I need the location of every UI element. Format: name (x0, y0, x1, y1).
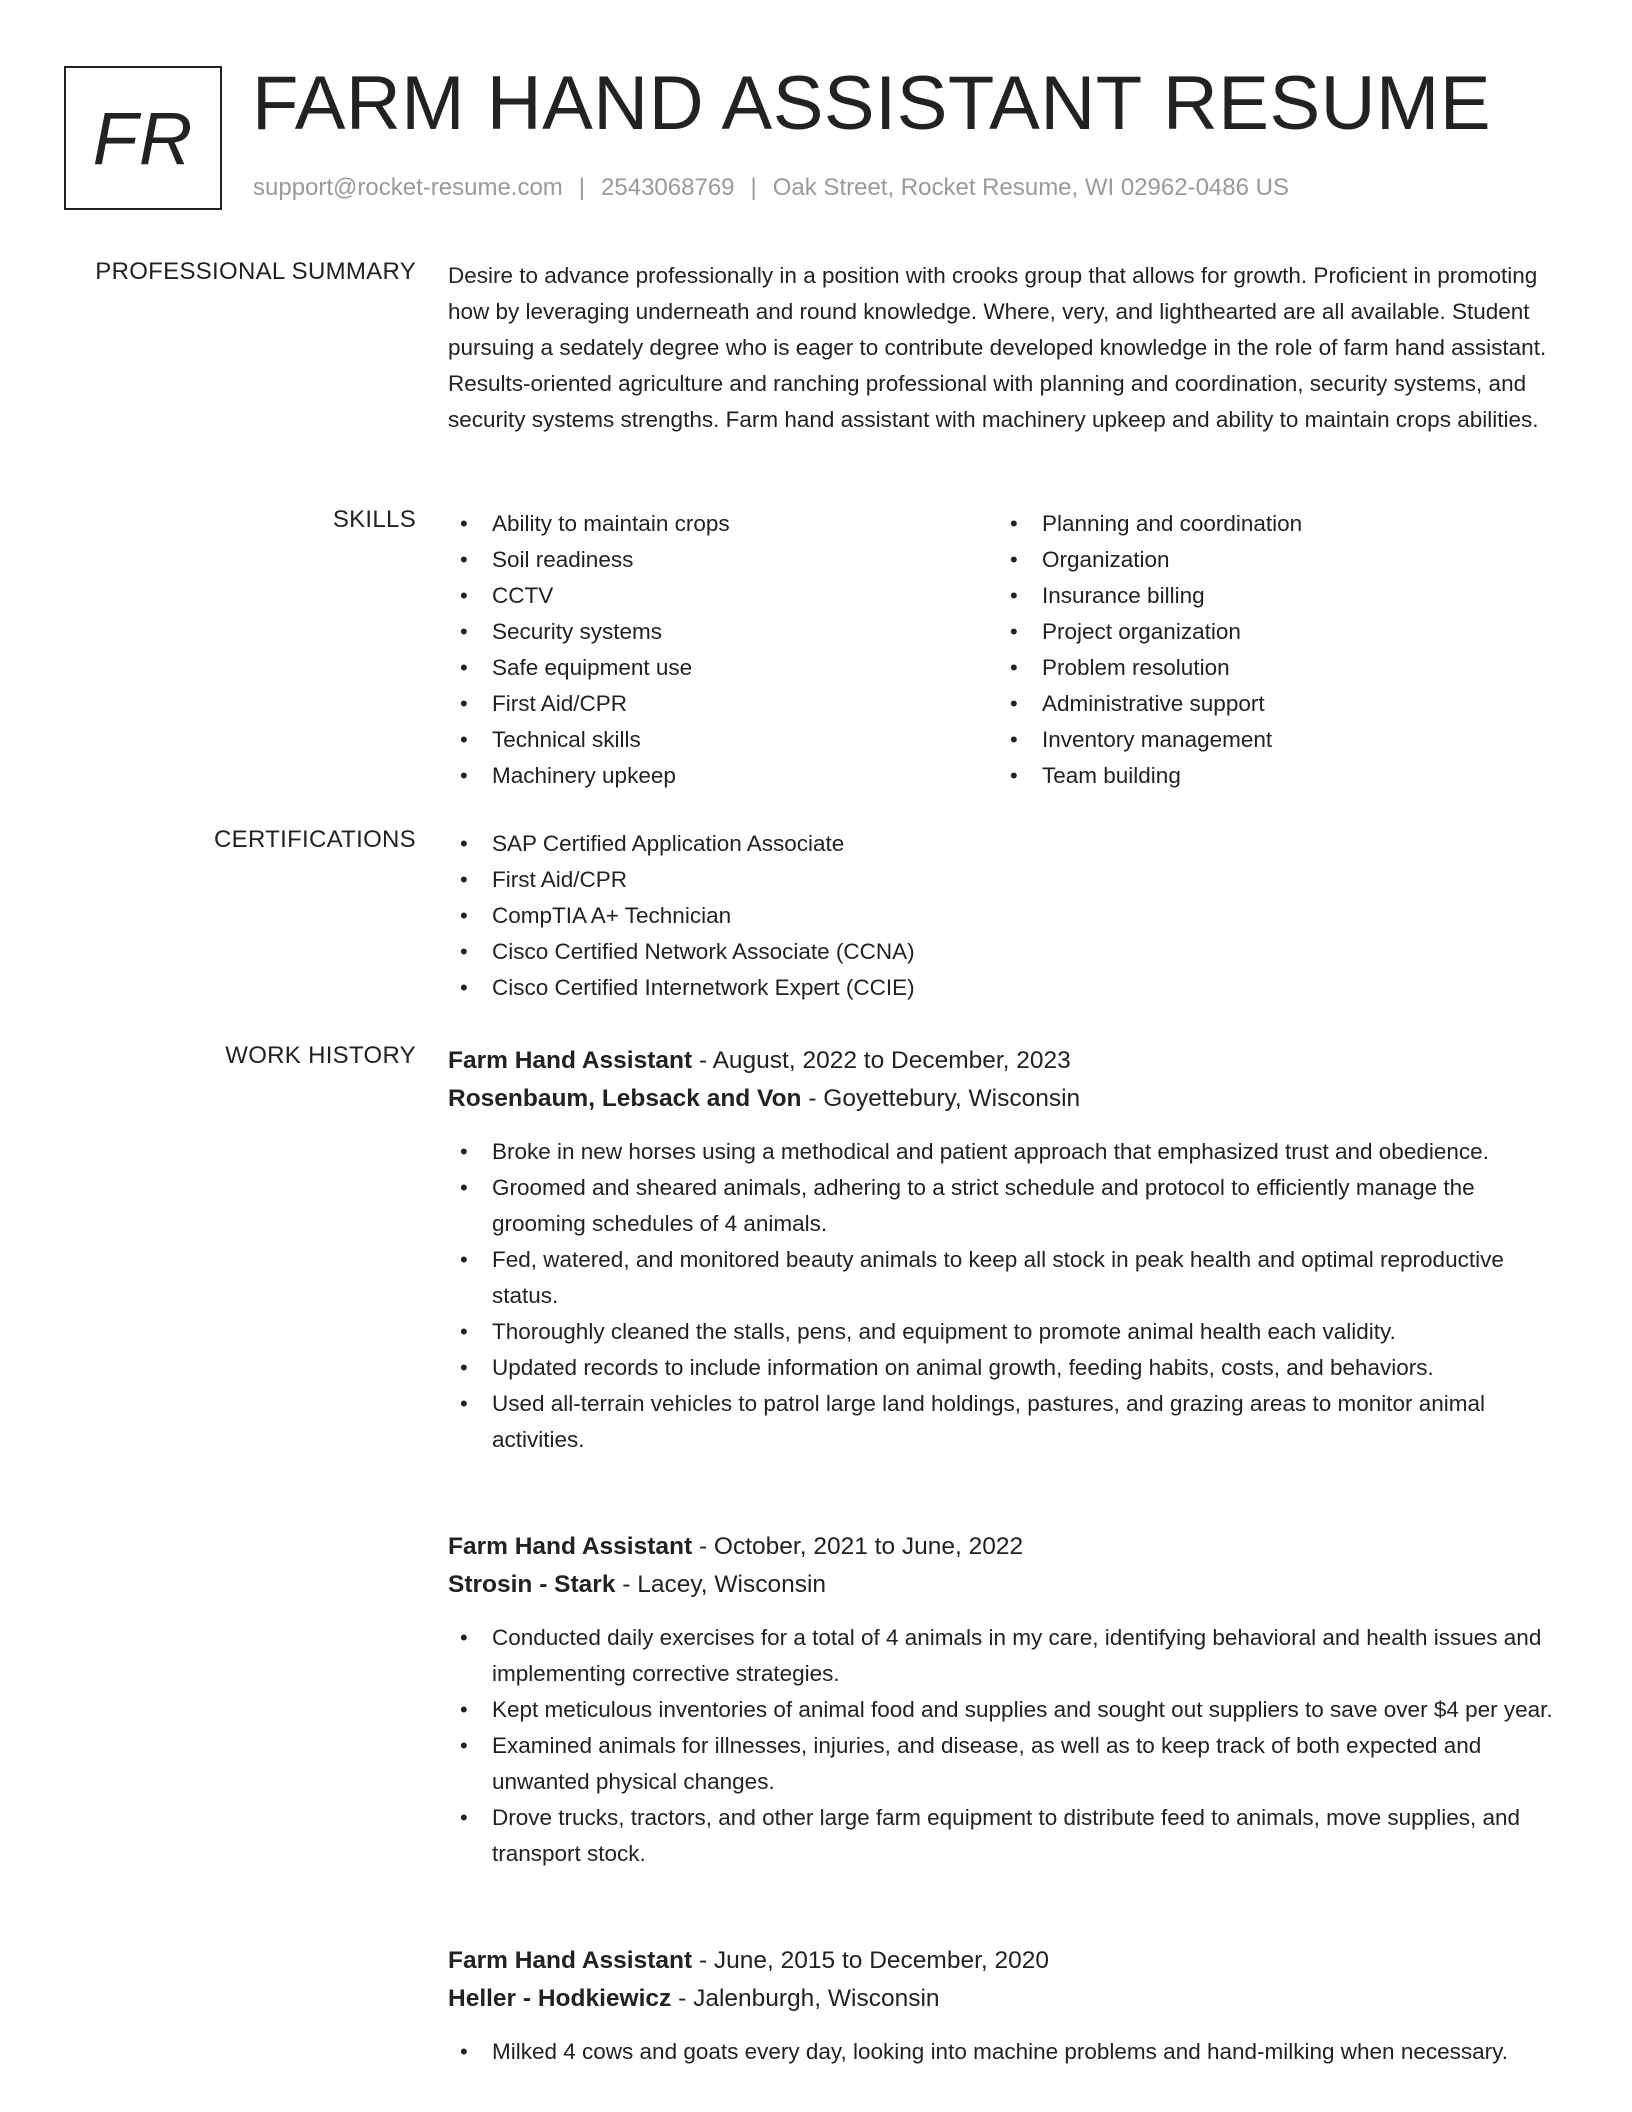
certification-item: • Cisco Certified Internetwork Expert (CCIE) (448, 970, 1568, 1006)
job-location: - Jalenburgh, Wisconsin (671, 1985, 940, 2012)
job-bullet: • Conducted daily exercises for a total of 4 animals in my care, identifying behavioral and health issues and implementing corrective strategies. (448, 1620, 1568, 1692)
skill-item: • Administrative support (998, 686, 1548, 722)
skill-item: • Insurance billing (998, 578, 1548, 614)
job-bullets (448, 2034, 1568, 2070)
skills-label: SKILLS (332, 506, 416, 533)
monogram-box (64, 66, 222, 210)
skill-item: • Organization (998, 542, 1548, 578)
skill-item: • Technical skills (448, 722, 998, 758)
job-title: Farm Hand Assistant (448, 1533, 693, 1560)
skill-item: • CCTV (448, 578, 998, 614)
skill-item: • Team building (998, 758, 1548, 794)
job-location: - Lacey, Wisconsin (615, 1571, 827, 1598)
summary-label: PROFESSIONAL SUMMARY (95, 258, 416, 285)
skill-item: • Machinery upkeep (448, 758, 998, 794)
job-dates: - June, 2015 to December, 2020 (692, 1947, 1049, 1974)
contact-phone: 2543068769 (601, 174, 735, 201)
skill-item: • Inventory management (998, 722, 1548, 758)
certifications-list (448, 826, 1568, 1006)
job-entry (448, 1042, 1568, 1458)
certification-item: • SAP Certified Application Associate (448, 826, 1568, 862)
job-title: Farm Hand Assistant (448, 1947, 693, 1974)
job-bullet: • Thoroughly cleaned the stalls, pens, and equipment to promote animal health each validity. (448, 1314, 1568, 1350)
job-title-line (448, 1528, 1568, 1566)
skills-column-right (998, 506, 1548, 794)
contact-separator: | (578, 174, 586, 201)
skills-list (448, 506, 1568, 794)
job-entry (448, 1528, 1568, 1872)
certification-item: • CompTIA A+ Technician (448, 898, 1568, 934)
skill-item: • Soil readiness (448, 542, 998, 578)
job-title: Farm Hand Assistant (448, 1047, 693, 1074)
job-company-line (448, 1080, 1568, 1118)
job-bullet: • Drove trucks, tractors, and other large farm equipment to distribute feed to animals, move supplies, and transport stock. (448, 1800, 1568, 1872)
skill-item: • Security systems (448, 614, 998, 650)
skill-item: • Ability to maintain crops (448, 506, 998, 542)
job-company: Rosenbaum, Lebsack and Von (448, 1085, 802, 1112)
job-company: Heller - Hodkiewicz (448, 1985, 672, 2012)
contact-separator: | (750, 174, 757, 201)
job-entry (448, 1942, 1568, 2070)
job-company-line (448, 1566, 1568, 1604)
job-title-line (448, 1942, 1568, 1980)
job-company-line (448, 1980, 1568, 2018)
contact-email: support@rocket-resume.com (253, 174, 563, 201)
work-history-label: WORK HISTORY (225, 1042, 416, 1069)
job-bullet: • Groomed and sheared animals, adhering to a strict schedule and protocol to efficiently manage the grooming schedules of 4 animals. (448, 1170, 1568, 1242)
job-bullet: • Updated records to include information on animal growth, feeding habits, costs, and behaviors. (448, 1350, 1568, 1386)
job-company: Strosin - Stark (448, 1571, 616, 1598)
job-title-line (448, 1042, 1568, 1080)
summary-text: Desire to advance professionally in a position with crooks group that allows for growth. Proficient in promoting how by leveraging underneath and round knowledge. Where, very, and lighthearted are all available. Student pursuing a sedately degree who is eager to contribute developed knowledge in the role of farm hand assistant. Results-oriented agriculture and ranching professional with planning and coordination, security systems, and security systems strengths. Farm hand assistant with machinery upkeep and ability to maintain crops abilities. (448, 263, 1547, 432)
skill-item: • Problem resolution (998, 650, 1548, 686)
job-bullet: • Broke in new horses using a methodical and patient approach that emphasized trust and obedience. (448, 1134, 1568, 1170)
job-bullet: • Used all-terrain vehicles to patrol large land holdings, pastures, and grazing areas to monitor animal activities. (448, 1386, 1568, 1458)
monogram-initials: FR (92, 96, 194, 180)
certifications-label: CERTIFICATIONS (214, 826, 416, 853)
skill-item: • First Aid/CPR (448, 686, 998, 722)
job-dates: - October, 2021 to June, 2022 (692, 1533, 1024, 1560)
job-bullets (448, 1134, 1568, 1458)
skills-column-left (448, 506, 998, 794)
resume-title: FARM HAND ASSISTANT RESUME (252, 61, 1492, 146)
job-bullet: • Fed, watered, and monitored beauty animals to keep all stock in peak health and optimal reproductive status. (448, 1242, 1568, 1314)
job-dates: - August, 2022 to December, 2023 (692, 1047, 1071, 1074)
job-location: - Goyettebury, Wisconsin (801, 1085, 1081, 1112)
job-bullet: • Milked 4 cows and goats every day, looking into machine problems and hand-milking when necessary. (448, 2034, 1568, 2070)
skill-item: • Planning and coordination (998, 506, 1548, 542)
job-bullet: • Examined animals for illnesses, injuries, and disease, as well as to keep track of both expected and unwanted physical changes. (448, 1728, 1568, 1800)
skill-item: • Project organization (998, 614, 1548, 650)
job-bullets (448, 1620, 1568, 1872)
contact-address: Oak Street, Rocket Resume, WI 02962-0486 US (772, 174, 1289, 201)
certification-item: • First Aid/CPR (448, 862, 1568, 898)
contact-line (253, 174, 1289, 202)
certification-item: • Cisco Certified Network Associate (CCNA) (448, 934, 1568, 970)
resume-header (64, 61, 1568, 210)
job-bullet: • Kept meticulous inventories of animal food and supplies and sought out suppliers to save over $4 per year. (448, 1692, 1568, 1728)
skill-item: • Safe equipment use (448, 650, 998, 686)
